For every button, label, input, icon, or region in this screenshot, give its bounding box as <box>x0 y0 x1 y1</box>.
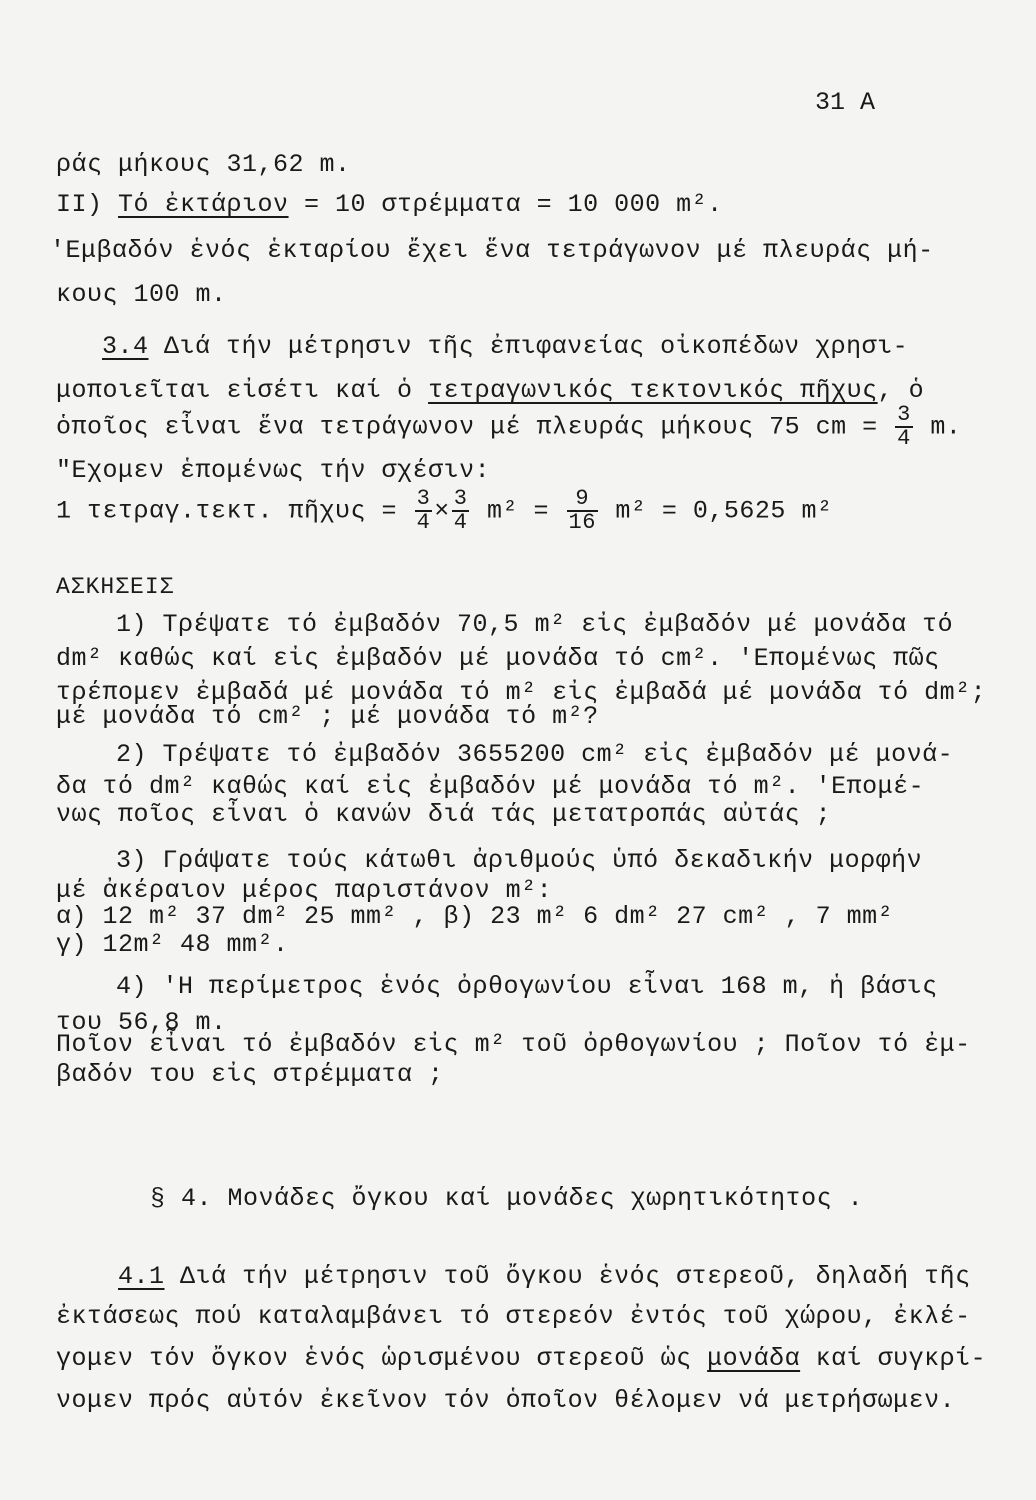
fraction-numerator: 3 <box>416 486 431 511</box>
text-line: κους 100 m. <box>56 280 227 309</box>
text-line: τρέπομεν ἐμβαδά μέ μονάδα τό m² εἰς ἐμβαδά μέ μονάδα τό dm²; <box>56 678 987 707</box>
text-line: δα τό dm² καθώς καί εἰς ἐμβαδόν μέ μονάδα τό m². 'Επομέ- <box>56 772 925 801</box>
fraction-numerator: 9 <box>567 488 598 512</box>
text-span: ὁποῖος εἶναι ἕνα τετράγωνον μέ πλευράς μήκους 75 cm = <box>56 412 894 442</box>
text-line <box>56 404 961 450</box>
text-line: του 56,8 m. <box>56 1008 227 1037</box>
text-line: dm² καθώς καί εἰς ἐμβαδόν μέ μονάδα τό cm². 'Επομένως πῶς <box>56 644 940 673</box>
text-line: α) 12 m² 37 dm² 25 mm² , β) 23 m² 6 dm² 27 cm² , 7 mm² <box>56 902 894 931</box>
text-line: γ) 12m² 48 mm². <box>56 930 289 959</box>
fraction-numerator: 3 <box>897 402 911 427</box>
fraction <box>452 488 470 534</box>
underlined-term: τετραγωνικός τεκτονικός πῆχυς <box>428 376 878 405</box>
text-line: ἐκτάσεως πού καταλαμβάνει τό στερεόν ἐντός τοῦ χώρου, ἐκλέ- <box>56 1302 971 1331</box>
text-line <box>56 376 924 405</box>
text-line: μέ ἀκέραιον μέρος παριστάνον m²: <box>56 876 553 905</box>
text-span: m. <box>914 412 962 442</box>
text-line: βαδόν του εἰς στρέμματα ; <box>56 1060 444 1089</box>
text-line: ράς μήκους 31,62 m. <box>56 150 351 179</box>
text-span: II) <box>56 190 119 219</box>
fraction <box>567 488 598 534</box>
text-line <box>118 1262 971 1291</box>
fraction-numerator: 3 <box>453 486 468 511</box>
text-line: 4) 'Η περίμετρος ἑνός ὀρθογωνίου εἶναι 168 m, ἡ βάσις <box>116 972 938 1001</box>
text-span: m² = <box>471 496 565 526</box>
text-line <box>56 488 832 534</box>
exercises-heading: ΑΣΚΗΣΕΙΣ <box>56 574 175 600</box>
text-span: γομεν τόν ὄγκον ἑνός ὡρισμένου στερεοῦ ὡς <box>56 1344 708 1373</box>
text-line <box>56 1344 986 1373</box>
text-span: = 10 στρέμματα = 10 000 m². <box>288 190 723 219</box>
fraction <box>415 488 433 534</box>
text-span: 1 τετραγ.τεκτ. πῆχυς = <box>56 496 413 526</box>
text-line: νως ποῖος εἶναι ὁ κανών διά τάς μετατροπάς αὐτάς ; <box>56 800 832 829</box>
fraction-denominator: 4 <box>416 510 431 535</box>
text-span: καί συγκρί- <box>800 1344 987 1373</box>
text-span: m² = 0,5625 m² <box>599 496 833 526</box>
underlined-term: Τό ἐκτάριον <box>118 190 289 219</box>
text-span: Διά τήν μέτρησιν τοῦ ὄγκου ἑνός στερεοῦ, δηλαδή τῆς <box>164 1262 971 1291</box>
section-number: 4.1 <box>118 1262 165 1291</box>
fraction <box>895 404 913 450</box>
text-line: 3) Γράψατε τούς κάτωθι ἀριθμούς ὑπό δεκαδικήν μορφήν <box>116 846 923 875</box>
fraction-denominator: 16 <box>568 510 596 535</box>
text-line <box>56 190 723 219</box>
fraction-denominator: 4 <box>453 510 468 535</box>
text-span: Διά τήν μέτρησιν τῆς ἐπιφανείας οἰκοπέδων χρησι- <box>148 332 909 361</box>
text-line: Ποῖον εἶναι τό ἐμβαδόν εἰς m² τοῦ ὀρθογωνίου ; Ποῖον τό ἐμ- <box>56 1030 971 1059</box>
section-number: 3.4 <box>102 332 149 361</box>
fraction-denominator: 4 <box>897 426 911 451</box>
text-span: × <box>434 496 450 526</box>
underlined-term: μονάδα <box>707 1344 801 1373</box>
text-span: , ὁ <box>877 376 925 405</box>
text-line: 1) Τρέψατε τό ἐμβαδόν 70,5 m² εἰς ἐμβαδόν μέ μονάδα τό <box>116 610 954 639</box>
text-line: 'Εμβαδόν ἑνός ἑκταρίου ἔχει ἕνα τετράγωνον μέ πλευράς μή- <box>50 236 934 265</box>
text-span: μοποιεῖται εἰσέτι καί ὁ <box>56 376 429 405</box>
text-line: 2) Τρέψατε τό ἐμβαδόν 3655200 cm² εἰς ἐμβαδόν μέ μονά- <box>116 740 954 769</box>
page-number: 31 A <box>815 88 876 117</box>
text-line: μέ μονάδα τό cm² ; μέ μονάδα τό m²? <box>56 702 599 731</box>
text-line <box>102 332 908 361</box>
section-heading: § 4. Μονάδες ὄγκου καί μονάδες χωρητικότητος . <box>150 1184 864 1213</box>
text-line: "Εχομεν ἑπομένως τήν σχέσιν: <box>56 456 491 485</box>
text-line: νομεν πρός αὐτόν ἐκεῖνον τόν ὁποῖον θέλομεν νά μετρήσωμεν. <box>56 1386 956 1415</box>
